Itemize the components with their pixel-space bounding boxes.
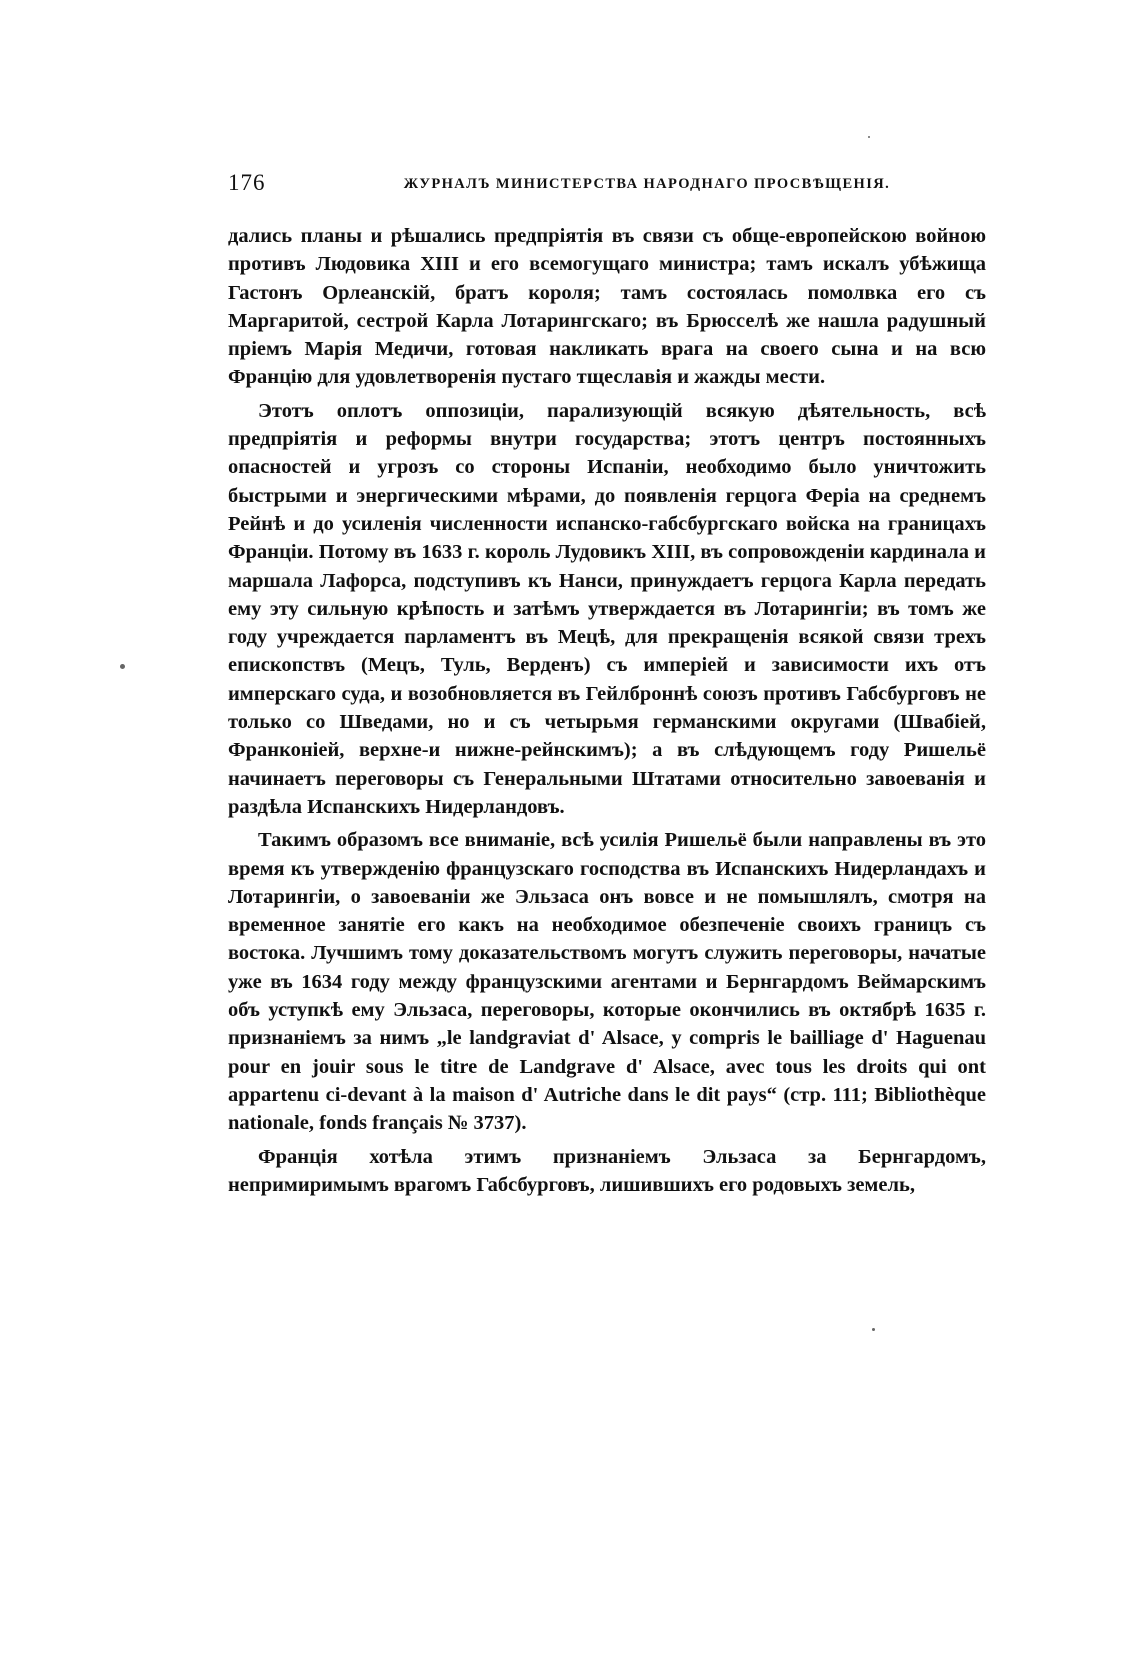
- running-title: ЖУРНАЛЪ МИНИСТЕРСТВА НАРОДНАГО ПРОСВѢЩЕНІЯ.: [403, 176, 891, 192]
- body-text: [228, 222, 986, 1199]
- page-header: [228, 168, 986, 200]
- scan-speck-mark: [120, 664, 125, 669]
- paragraph-continuation: дались планы и рѣшались предпріятія въ связи съ обще-европейскою войною противъ Людовика XIII и его всемогущаго министра; тамъ искалъ убѣжища Гастонъ Орлеанскій, братъ короля; тамъ состоялась помолвка его съ Маргаритой, сестрой Карла Лотарингскаго; въ Брюсселѣ же нашла радушный пріемъ Марія Медичи, готовая накликать врага на своего сына и на всю Францію для удовлетворенія пустаго тщеславія и жажды мести.: [228, 225, 986, 389]
- paragraph-france-recognition: Франція хотѣла этимъ признаніемъ Эльзаса за Бернгардомъ, непримиримымъ врагомъ Габсбурговъ, лишившихъ его родовыхъ земель,: [228, 1145, 986, 1196]
- paragraph-opposition-stronghold: Этотъ оплотъ оппозиціи, парализующій всякую дѣятельность, всѣ предпріятія и реформы внутри государства; этотъ центръ постоянныхъ опасностей и угрозъ со стороны Испаніи, необходимо было уничтожить быстрыми и энергическими мѣрами, до появленія герцога Феріа на среднемъ Рейнѣ и до усиленія численности испанско-габсбургскаго войска на границахъ Франціи. Потому въ 1633 г. король Лудовикъ XIII, въ сопровожденіи кардинала и маршала Лафорса, подступивъ къ Нанси, принуждаетъ герцога Карла передать ему эту сильную крѣпость и затѣмъ утверждается въ Лотарингіи; въ томъ же году учреждается парламентъ въ Мецѣ, для прекращенія всякой связи трехъ епископствъ (Мецъ, Туль, Верденъ) съ имперіей и зависимости ихъ отъ имперскаго суда, и возобновляется въ Гейлброннѣ союзъ противъ Габсбурговъ не только со Шведами, но и съ четырьмя германскими округами (Швабіей, Франконіей, верхне-и нижне-рейнскимъ); а въ слѣдующемъ году Ришельё начинаетъ переговоры съ Генеральными Штатами относительно завоеванія и раздѣла Испанскихъ Нидерландовъ.: [228, 399, 986, 818]
- scan-speck-mark: [868, 136, 870, 138]
- page-number: 176: [228, 170, 266, 195]
- scan-speck-mark: [872, 1328, 875, 1331]
- paragraph-richelieu-focus: Такимъ образомъ все вниманіе, всѣ усилія Ришельё были направлены въ это время къ утвержденію французскаго господства въ Испанскихъ Нидерландахъ и Лотарингіи, о завоеваніи же Эльзаса онъ вовсе и не помышлялъ, смотря на временное занятіе его какъ на необходимое обезпеченіе своихъ границъ съ востока. Лучшимъ тому доказательствомъ могутъ служить переговоры, начатые уже въ 1634 году между французскими агентами и Бернгардомъ Веймарскимъ объ уступкѣ ему Эльзаса, переговоры, которые окончились въ октябрѣ 1635 г. признаніемъ за нимъ „le landgraviat d' Alsace, y compris le bailliage d' Haguenau pour en jouir sous le titre de Landgrave d' Alsace, avec tous les droits qui ont appartenu ci-devant à la maison d' Autriche dans le dit pays“ (стр. 111; Bibliothèque nationale, fonds français № 3737).: [228, 829, 986, 1135]
